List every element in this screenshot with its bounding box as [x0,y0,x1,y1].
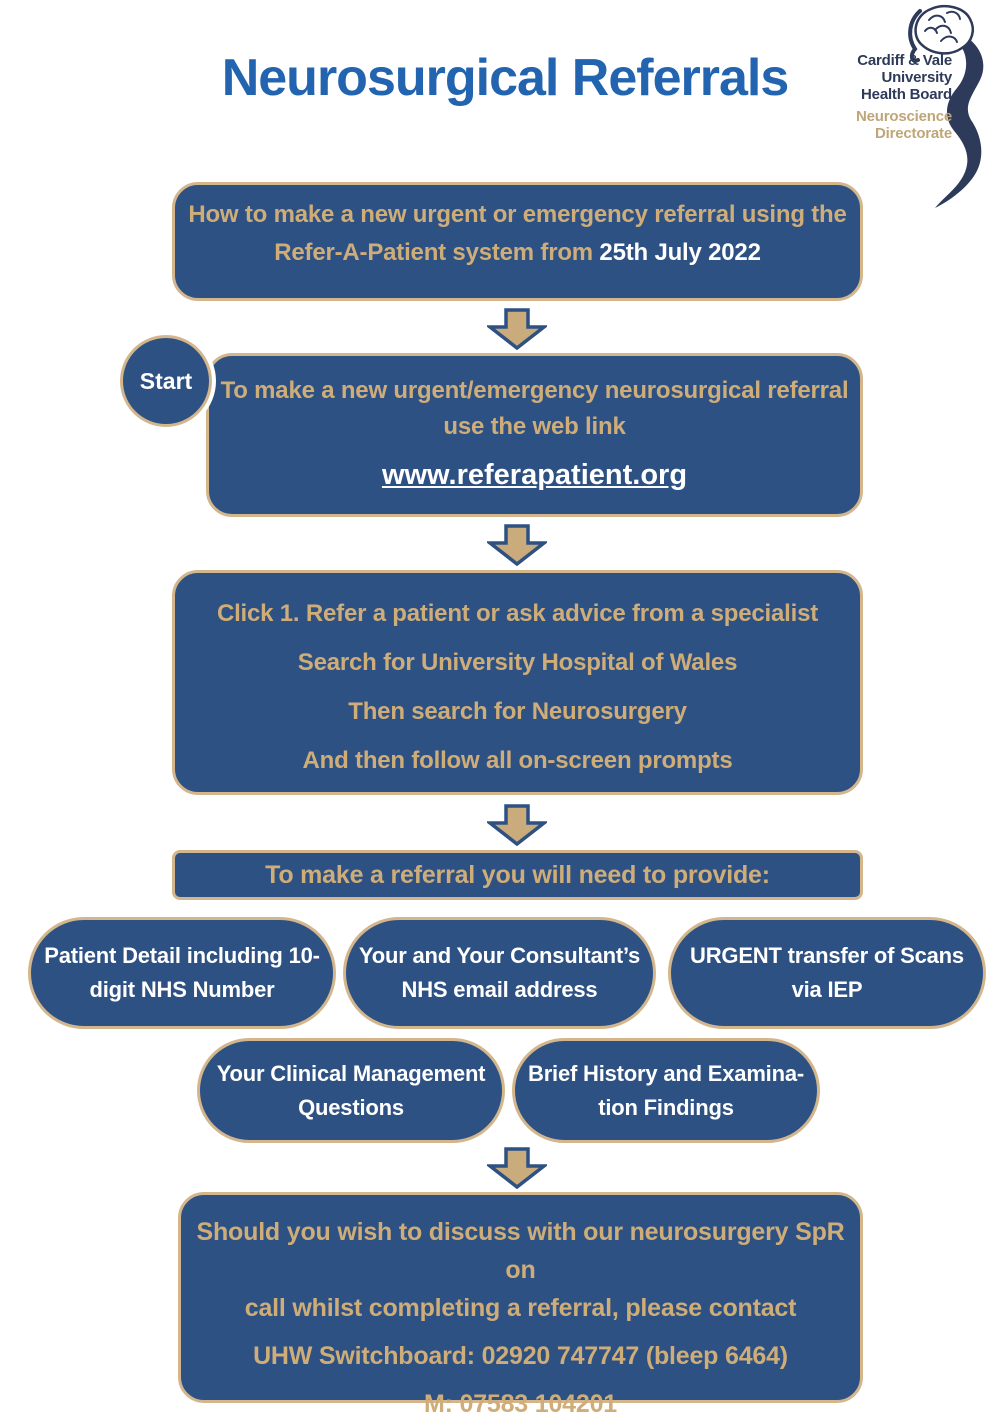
weblink-line-1: To make a new urgent/emergency neurosurgical referral [220,377,849,404]
instructions-box [172,570,863,795]
flow-arrow-down-icon [487,524,547,566]
instruction-step: Then search for Neurosurgery [348,698,687,725]
page-title: Neurosurgical Referrals [221,49,789,107]
start-date: 25th July 2022 [599,239,761,266]
contact-line: Should you wish to discuss with our neurosurgery SpR on [196,1218,845,1284]
refer-a-patient-link[interactable]: www.referapatient.org [381,459,688,491]
switchboard-number: UHW Switchboard: 02920 747747 (bleep 6464) [253,1342,788,1370]
requirement-pill-nhs-number: Patient Detail including 10- digit NHS Number [28,917,336,1029]
start-label: Start [139,367,193,394]
contact-box [178,1192,863,1414]
flow-arrow-down-icon [487,1147,547,1189]
logo-org-name: Cardiff & Vale University Health Board [857,52,952,103]
start-node [120,335,212,427]
intro-line-2: Refer-A-Patient system from 25th July 2022 [274,239,761,266]
flow-arrow-down-icon [487,804,547,846]
mobile-number: M: 07583 104201 [424,1390,617,1414]
requirement-pill-questions: Your Clinical Management Questions [197,1038,505,1143]
weblink-box [206,353,863,517]
requirement-pill-email: Your and Your Consultant’s NHS email address [343,917,656,1029]
instruction-step: Click 1. Refer a patient or ask advice from a specialist [216,600,819,627]
health-board-logo [835,0,1000,215]
instruction-step: And then follow all on-screen prompts [302,747,733,774]
intro-box [172,182,863,301]
weblink-line-2: use the web link [443,413,626,440]
contact-line: call whilst completing a referral, please contact [244,1294,797,1322]
provide-header-bar: To make a referral you will need to provide: [172,850,863,900]
logo-directorate-name: Neuroscience Directorate [856,108,952,142]
requirement-pill-scans: URGENT transfer of Scans via IEP [668,917,986,1029]
flow-arrow-down-icon [487,308,547,350]
intro-line-1: How to make a new urgent or emergency referral using the [188,201,847,228]
requirement-pill-history: Brief History and Examina- tion Findings [512,1038,820,1143]
instruction-step: Search for University Hospital of Wales [297,649,738,676]
